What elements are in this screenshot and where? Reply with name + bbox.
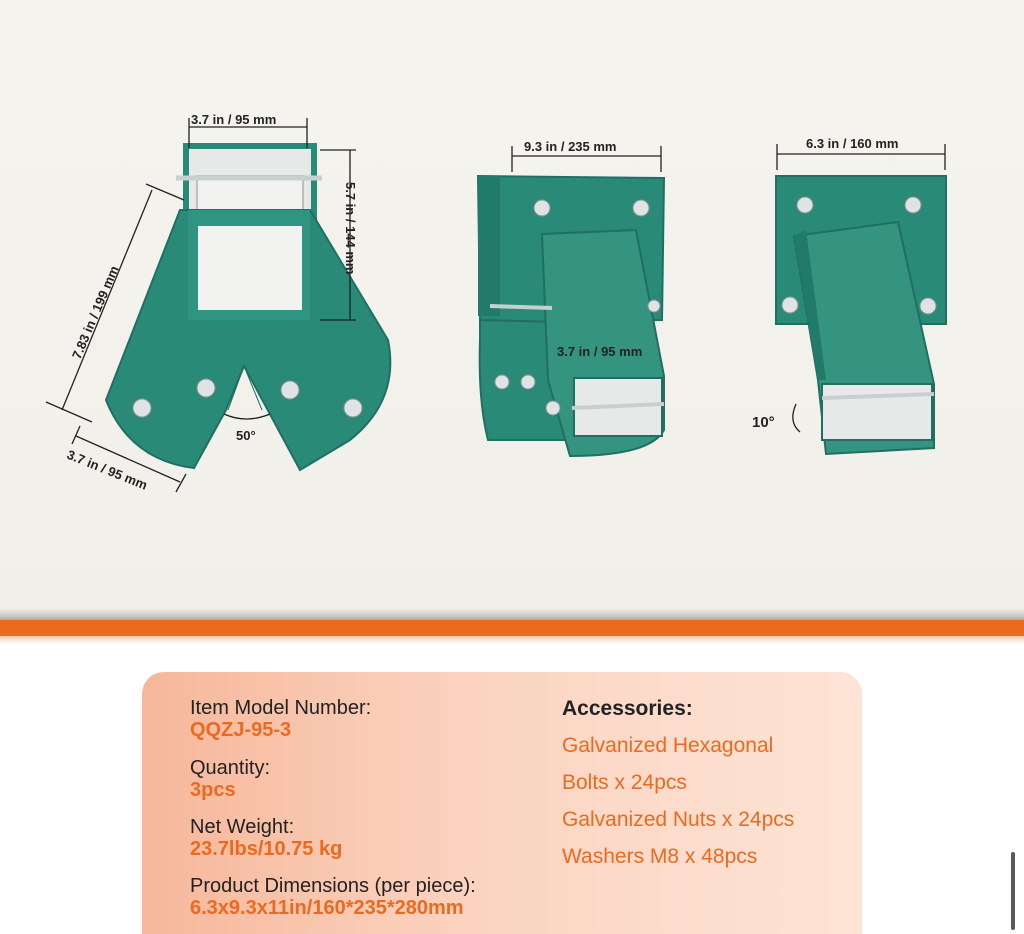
right-bracket <box>776 176 946 454</box>
quantity-value: 3pcs <box>190 779 236 801</box>
dim-right-tilt: 10° <box>752 414 775 431</box>
accessories-title: Accessories: <box>562 697 693 720</box>
scrollbar[interactable] <box>1011 852 1015 930</box>
orange-divider <box>0 620 1024 636</box>
accessory-item: Washers M8 x 48pcs <box>562 845 758 868</box>
accessory-item: Galvanized Hexagonal <box>562 734 774 757</box>
divider-glow <box>0 636 1024 644</box>
model-label: Item Model Number: <box>190 697 372 719</box>
middle-bracket <box>478 176 664 456</box>
dim-middle-width: 9.3 in / 235 mm <box>524 139 617 154</box>
quantity-label: Quantity: <box>190 757 271 779</box>
dim-right-width: 6.3 in / 160 mm <box>806 136 899 151</box>
dimensions-value: 6.3x9.3x11in/160*235*280mm <box>190 897 464 919</box>
dim-left-height: 5.7 in / 144 mm <box>343 182 358 275</box>
model-value: QQZJ-95-3 <box>190 719 292 741</box>
dim-left-top-width: 3.7 in / 95 mm <box>191 112 277 127</box>
accessory-item: Galvanized Nuts x 24pcs <box>562 808 795 831</box>
dimensions-label: Product Dimensions (per piece): <box>190 875 476 897</box>
dim-left-angle: 50° <box>236 428 256 443</box>
dim-middle-channel-width: 3.7 in / 95 mm <box>557 344 643 359</box>
weight-label: Net Weight: <box>190 816 295 838</box>
dim-left-leg-length: 7.83 in / 199 mm <box>68 263 122 362</box>
dim-left-leg-width: 3.7 in / 95 mm <box>64 446 150 493</box>
accessory-item: Bolts x 24pcs <box>562 771 687 794</box>
weight-value: 23.7lbs/10.75 kg <box>190 838 343 860</box>
